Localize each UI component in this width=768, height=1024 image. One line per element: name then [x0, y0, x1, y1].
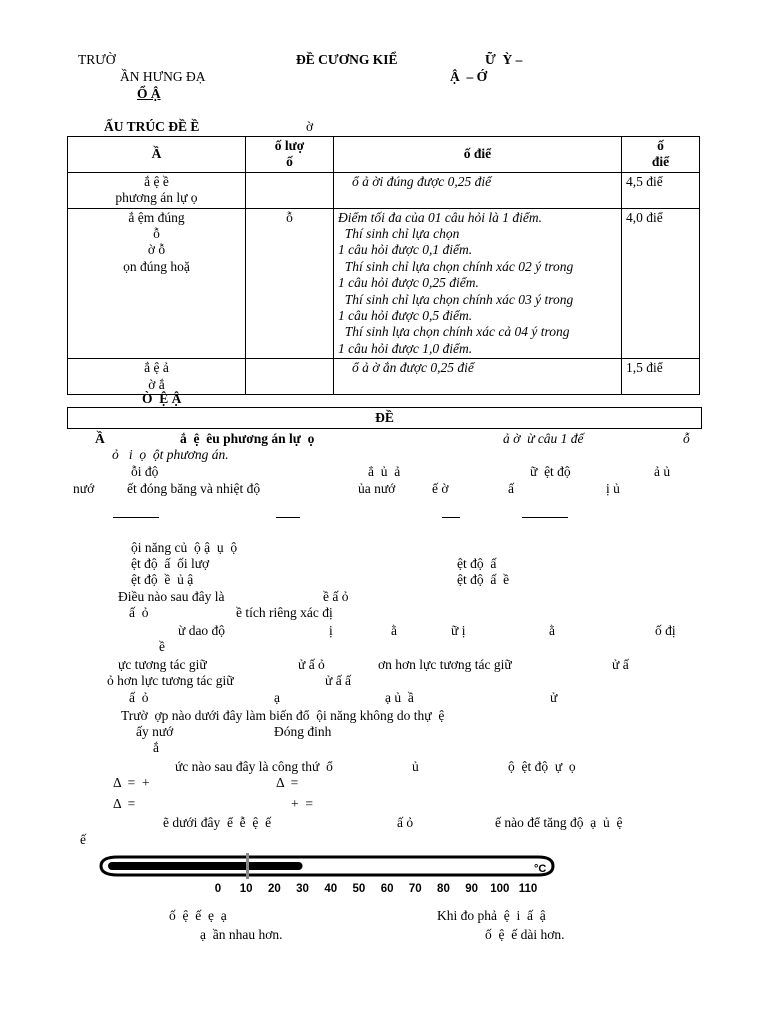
answer-blank[interactable]: [276, 517, 300, 518]
q2-option-c: ệt độ ấ: [457, 556, 497, 571]
q1-stem-line2: ị ủ: [606, 481, 620, 496]
thermometer-tick-label: 30: [296, 883, 309, 895]
answer-blank[interactable]: [113, 517, 159, 518]
part1-instruction-end: ỗ: [683, 431, 690, 446]
thermometer-tick-label: 90: [465, 883, 479, 895]
cell-part: ắ ệ ề phương án lự ọ: [68, 172, 246, 208]
q6-answer-c: ạ ần nhau hơn.: [200, 927, 283, 942]
thermometer-unit-label: °C: [534, 863, 547, 875]
document-title: ĐỀ CƯƠNG KIỂ: [296, 52, 398, 67]
q2-stem: ội năng củ ộ ậ ụ ộ: [131, 540, 238, 555]
col-header-scoring: ố điể: [334, 137, 622, 173]
q2-option-b: ệt độ ề ủ ậ: [131, 572, 194, 587]
q1-stem-line2: ết đóng băng và nhiệt độ: [127, 481, 261, 496]
section-title-structure-tail: ờ: [306, 119, 314, 134]
cell-count: [246, 359, 334, 395]
thermometer-tick-label: 80: [437, 883, 450, 895]
q1-stem: ỗi độ: [131, 464, 159, 479]
q3-option-d-part: ạ ủ ầ: [385, 690, 414, 705]
q3-option-c-line2-part: ử ấ ấ: [325, 673, 352, 688]
part1-instruction: ắ ệ êu phương án lự ọ: [180, 431, 315, 446]
q3-option-b-part: ằ: [391, 623, 397, 638]
answer-blank[interactable]: [522, 517, 568, 518]
part1-prefix: Ầ: [95, 431, 105, 446]
table-row: [68, 208, 700, 359]
q6-answer-a: ố ệ ế ẹ ạ: [169, 908, 227, 923]
q3-stem-end: ề ấ ỏ: [323, 589, 349, 604]
q3-option-c-part: ử ấ: [612, 657, 629, 672]
cell-scoring: Điểm tối đa của 01 câu hỏi là 1 điểm. Thí sinh chỉ lựa chọn 1 câu hỏi được 0,1 điểm. Thí sinh chỉ lựa chọn chính xác 02 ý trong 1 câu hỏi được 0,25 điểm. Thí sinh chỉ lựa chọn chính xác 03 ý trong 1 câu hỏi được 0,5 điểm. Thí sinh lựa chọn chính xác cả 04 ý trong 1 câu hỏi được 1,0 điểm.: [334, 208, 622, 359]
table-row: [68, 172, 700, 208]
q3-option-a-end: ề tích riêng xác đị: [236, 605, 333, 620]
cell-part: ắ ệm đúng ỗ ờ ỗ ọn đúng hoặ: [68, 208, 246, 359]
q3-option-d-part: ạ: [274, 690, 280, 705]
school-name-line1: TRƯỜ: [78, 52, 116, 67]
thermometer-liquid: [108, 862, 303, 870]
q6-stem-part: ế nào để tăng độ ạ ủ ệ: [495, 815, 623, 830]
thermometer-tick-label: 70: [408, 883, 422, 895]
q3-option-b-part: ữ ị: [451, 623, 466, 638]
structure-table: [67, 136, 700, 395]
q4-option-a: ấy nướ: [136, 724, 174, 739]
col-header-points: ố điể: [622, 137, 700, 173]
q3-option-c-part: ử ấ ỏ: [298, 657, 325, 672]
table-header-row: [68, 137, 700, 173]
q3-option-c-part: ơn hơn lực tương tác giữ: [378, 657, 512, 672]
thermometer-reading-marker: [246, 853, 249, 879]
q3-option-d: ấ ỏ: [129, 690, 149, 705]
q5-formula-d: + =: [291, 796, 313, 811]
cell-points: 4,0 điể: [622, 208, 700, 359]
q5-formula-c: Δ =: [113, 796, 136, 811]
cell-points: 4,5 điể: [622, 172, 700, 208]
q6-answer-d: ố ệ ế dài hơn.: [485, 927, 565, 942]
q3-option-c-line2: ỏ hơn lực tương tác giữ: [107, 673, 234, 688]
part1-instruction-italic: ả ờ ừ câu 1 đế: [503, 431, 584, 446]
q3-option-b-part: ố đị: [655, 623, 676, 638]
cell-scoring: ổ ả ờ ắn được 0,25 điể: [334, 359, 622, 395]
thermometer-tick-label: 50: [352, 883, 366, 895]
section-title-structure: ẤU TRÚC ĐỀ Ề: [104, 119, 200, 134]
document-subtitle: Ậ – Ớ: [450, 69, 488, 84]
department-name: Ổ Ậ: [137, 86, 161, 101]
q6-stem-part: ấ ỏ: [397, 815, 414, 830]
thermometer-tick-label: 110: [518, 883, 538, 895]
q3-option-b-part: ằ: [549, 623, 555, 638]
q4-option-b: Đóng đinh: [274, 724, 332, 739]
cell-points: 1,5 điể: [622, 359, 700, 395]
col-header-part: Ầ: [68, 137, 246, 173]
q5-stem-part: ộ ệt độ ự ọ: [508, 759, 576, 774]
cell-scoring: ổ ả ời đúng được 0,25 điể: [334, 172, 622, 208]
q1-stem-line2: ế ờ: [432, 481, 449, 496]
q2-option-d: ệt độ ấ ề: [457, 572, 510, 587]
q3-option-d-part: ử: [550, 690, 558, 705]
q5-stem-part: ủ: [412, 759, 419, 774]
answer-blank[interactable]: [442, 517, 460, 518]
q5-formula-b: Δ =: [276, 775, 299, 790]
q1-stem-line2: nướ: [73, 481, 95, 496]
thermometer-tick-label: 0: [214, 883, 222, 895]
q4-option-c: ắ: [153, 740, 159, 755]
thermometer-tick-label: 20: [267, 883, 281, 895]
q1-stem-line2: ấ: [508, 481, 514, 496]
q5-formula-a: Δ = +: [113, 775, 150, 790]
q3-option-c: ực tương tác giữ: [118, 657, 207, 672]
document-title-continued: Ữ Ỳ –: [485, 52, 523, 67]
thermometer-tick-label: 100: [490, 883, 510, 895]
q1-stem-part: ữ ệt độ: [530, 464, 571, 479]
q1-stem-part: ả ủ: [654, 464, 671, 479]
cell-part: ắ ệ ả ờ ắ: [68, 359, 246, 395]
thermometer-tick-label: 60: [380, 883, 394, 895]
q3-option-a: ấ ỏ: [129, 605, 149, 620]
q3-option-b-part: ị: [329, 623, 333, 638]
q3-option-b-end: ề: [159, 639, 165, 654]
cell-count: ỗ: [246, 208, 334, 359]
thermometer-tick-label: 10: [239, 883, 253, 895]
q5-stem: ức nào sau đây là công thứ ổ: [175, 759, 333, 774]
table-row: [68, 359, 700, 395]
exam-label-box: ĐỀ: [67, 407, 702, 429]
q2-option-a: ệt độ ấ ối lượ: [131, 556, 210, 571]
q3-option-b: ừ dao độ: [178, 623, 226, 638]
section-title-review: Ò Ệ Ậ: [142, 391, 182, 406]
thermometer-tick-labels: [215, 883, 537, 895]
col-header-count: ố lượ ố: [246, 137, 334, 173]
part1-instruction-line2: ỏ i ọ ột phương án.: [112, 447, 229, 462]
school-name-line2: ẦN HƯNG ĐẠ: [120, 69, 206, 84]
thermometer-image: [98, 850, 558, 896]
q1-stem-line2: ủa nướ: [358, 481, 396, 496]
q3-stem: Điều nào sau đây là: [118, 589, 225, 604]
q6-stem: ẽ dưới đây ể ễ ệ ế: [163, 815, 272, 830]
q6-answer-b: Khi đo phả ệ i ấ ậ: [437, 908, 546, 923]
q4-stem: Trườ ợp nào dưới đây làm biến đổ ội năng không do thự ệ: [121, 708, 445, 723]
q1-stem-part: ẳ ủ ả: [368, 464, 401, 479]
thermometer-tick-label: 40: [324, 883, 338, 895]
cell-count: [246, 172, 334, 208]
q6-stem-line2: ế: [80, 832, 86, 847]
